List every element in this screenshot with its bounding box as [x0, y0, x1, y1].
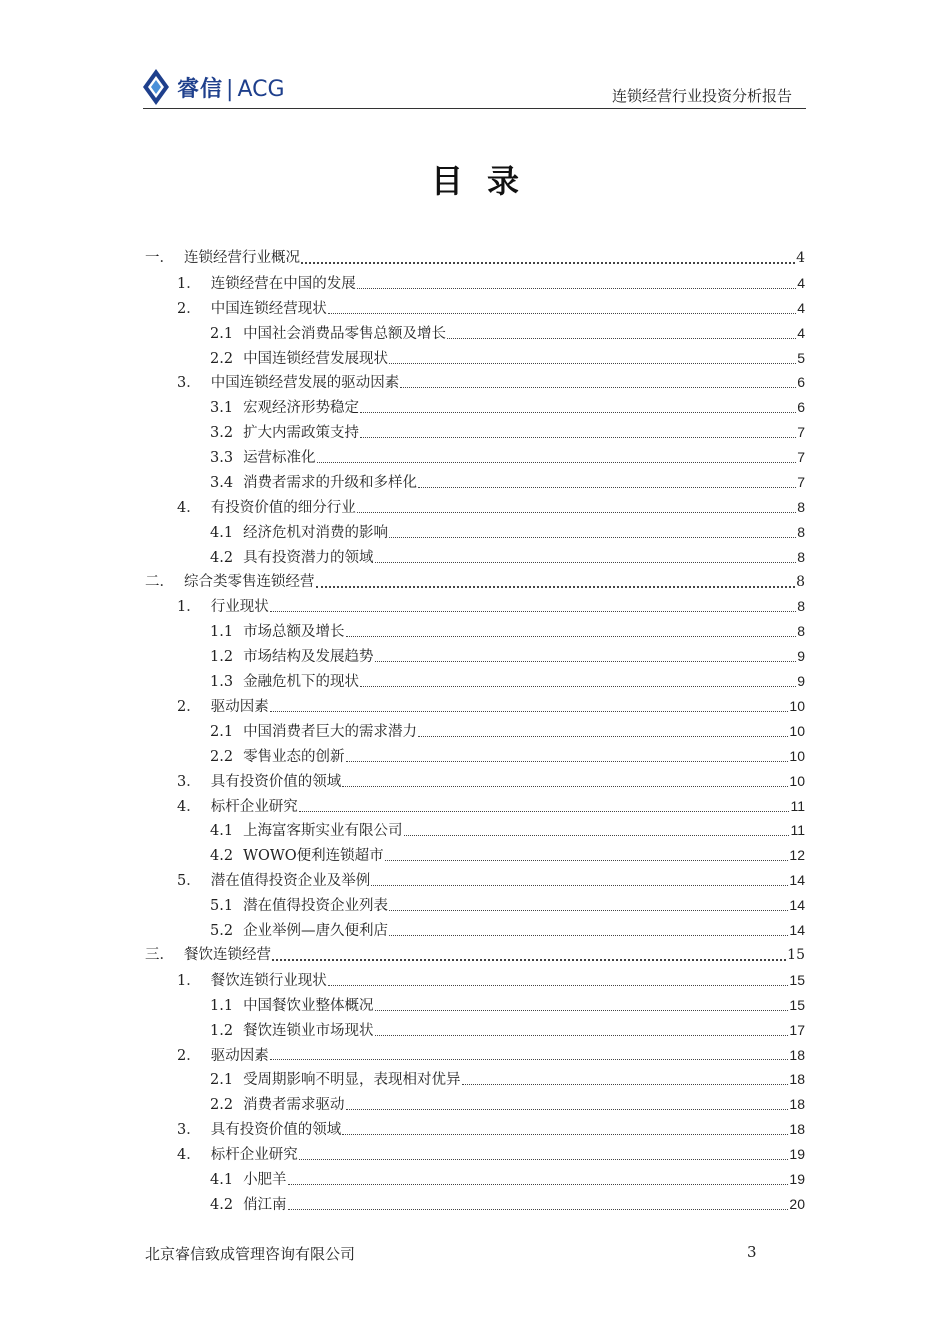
table-of-contents	[145, 246, 805, 1217]
toc-entry-number: 4.1	[210, 524, 234, 541]
toc-entry-number: 2.2	[210, 748, 234, 765]
toc-entry-text: 消费者需求驱动	[243, 1097, 345, 1114]
toc-entry-page: 10	[789, 747, 805, 764]
toc-entry[interactable]	[145, 445, 805, 470]
toc-entry[interactable]	[145, 1018, 805, 1043]
toc-entry-page: 7	[797, 474, 805, 491]
toc-entry-page: 14	[789, 922, 805, 939]
toc-entry[interactable]	[145, 619, 805, 644]
toc-entry-text: 餐饮连锁业市场现状	[243, 1022, 374, 1039]
toc-entry-number: 2．	[177, 1047, 201, 1064]
toc-entry-label	[177, 595, 269, 619]
toc-entry-label	[210, 819, 403, 843]
toc-entry-text: 宏观经济形势稳定	[243, 400, 360, 417]
toc-entry[interactable]	[145, 694, 805, 719]
toc-entry-page: 4	[797, 299, 805, 316]
toc-entry-label	[210, 471, 417, 495]
toc-entry[interactable]	[145, 1142, 805, 1167]
toc-entry-label	[145, 246, 300, 271]
report-title: 连锁经营行业投资分析报告	[611, 87, 792, 105]
toc-entry-text: 具有投资价值的领域	[210, 773, 342, 790]
toc-entry-text: 中国消费者巨大的需求潜力	[243, 723, 418, 740]
toc-entry-text: 驱动因素	[210, 699, 269, 716]
toc-entry-page: 15	[789, 996, 805, 1013]
toc-entry-page: 8	[797, 523, 805, 540]
toc-entry[interactable]	[145, 843, 805, 868]
toc-dot-leader	[418, 487, 796, 488]
toc-dot-leader	[389, 935, 788, 936]
toc-entry-text: 企业举例—唐久便利店	[243, 923, 389, 940]
toc-entry-text: 俏江南	[243, 1196, 287, 1213]
toc-entry[interactable]	[145, 1067, 805, 1092]
toc-entry-text: 连锁经营在中国的发展	[210, 275, 356, 292]
toc-entry-text: 有投资价值的细分行业	[210, 499, 356, 516]
toc-dot-leader	[270, 711, 789, 712]
toc-entry-label	[210, 1093, 345, 1117]
toc-entry-label	[210, 645, 374, 669]
toc-dot-leader	[270, 611, 796, 612]
toc-entry[interactable]	[145, 1092, 805, 1117]
toc-dot-leader	[357, 512, 796, 513]
toc-entry-text: 扩大内需政策支持	[243, 425, 360, 442]
toc-dot-leader	[270, 1059, 789, 1060]
toc-entry-label	[210, 670, 359, 694]
toc-entry-number: 1.1	[210, 624, 234, 641]
toc-entry-page: 17	[789, 1021, 805, 1038]
toc-dot-leader	[389, 910, 788, 911]
toc-entry[interactable]	[145, 794, 805, 819]
toc-dot-leader	[385, 860, 789, 861]
toc-entry-text: 受周期影响不明显，表现相对优异	[243, 1072, 461, 1089]
toc-entry-text: 小肥羊	[243, 1171, 287, 1188]
page-footer	[145, 1243, 805, 1267]
toc-entry[interactable]	[145, 346, 805, 371]
toc-entry-text: WOWO便利连锁超市	[243, 848, 384, 865]
toc-entry-number: 4．	[177, 1147, 201, 1164]
toc-entry-page: 8	[797, 598, 805, 615]
toc-dot-leader	[342, 786, 788, 787]
toc-entry-text: 潜在值得投资企业及举例	[210, 873, 371, 890]
toc-entry-label	[210, 1168, 287, 1192]
toc-dot-leader	[346, 761, 789, 762]
toc-entry[interactable]	[145, 296, 805, 321]
toc-entry-page: 9	[797, 648, 805, 665]
toc-entry-label	[177, 371, 399, 395]
toc-dot-leader	[328, 985, 789, 986]
toc-dot-leader	[316, 586, 796, 588]
toc-entry-number: 3．	[177, 375, 201, 392]
toc-dot-leader	[360, 412, 796, 413]
toc-dot-leader	[371, 885, 788, 886]
toc-entry-number: 2.1	[210, 1072, 234, 1089]
toc-dot-leader	[301, 262, 795, 264]
toc-entry-number: 3．	[177, 1122, 201, 1139]
toc-entry-text: 具有投资价值的领域	[210, 1122, 342, 1139]
toc-entry-text: 中国餐饮业整体概况	[243, 997, 374, 1014]
toc-entry-number: 3.2	[210, 425, 234, 442]
toc-entry-number: 5．	[177, 873, 201, 890]
toc-entry-page: 9	[797, 673, 805, 690]
toc-entry-label	[210, 521, 388, 545]
toc-entry-number: 4．	[177, 499, 201, 516]
toc-dot-leader	[389, 537, 796, 538]
toc-entry-number: 2.1	[210, 325, 234, 342]
toc-entry-label	[145, 943, 271, 968]
toc-entry-page: 15	[787, 946, 805, 963]
toc-entry-page: 8	[796, 573, 805, 590]
toc-dot-leader	[375, 661, 797, 662]
toc-entry-number: 4.1	[210, 823, 234, 840]
toc-entry-label	[210, 421, 359, 445]
toc-entry-label	[177, 496, 356, 520]
toc-entry-text: 驱动因素	[210, 1047, 269, 1064]
toc-entry-text: 金融危机下的现状	[243, 674, 360, 691]
toc-entry-label	[210, 396, 359, 420]
toc-entry-page: 10	[789, 772, 805, 789]
toc-entry-number: 2.2	[210, 350, 234, 367]
toc-entry[interactable]	[145, 1167, 805, 1192]
toc-dot-leader	[299, 811, 790, 812]
toc-entry-page: 4	[797, 274, 805, 291]
toc-dot-leader	[447, 338, 796, 339]
toc-dot-leader	[328, 313, 796, 314]
toc-entry[interactable]	[145, 271, 805, 296]
toc-dot-leader	[462, 1084, 789, 1085]
toc-entry[interactable]	[145, 395, 805, 420]
toc-entry[interactable]	[145, 818, 805, 843]
toc-dot-leader	[342, 1134, 788, 1135]
toc-entry-text: 标杆企业研究	[210, 798, 298, 815]
toc-entry-text: 潜在值得投资企业列表	[243, 898, 389, 915]
toc-entry-text: 连锁经营行业概况	[184, 250, 300, 266]
toc-entry[interactable]	[145, 1117, 805, 1142]
toc-entry-number: 三．	[145, 946, 174, 963]
toc-dot-leader	[288, 1209, 789, 1210]
toc-dot-leader	[288, 1184, 789, 1185]
toc-entry-page: 10	[789, 722, 805, 739]
toc-entry-page: 18	[789, 1096, 805, 1113]
toc-entry-label	[177, 272, 356, 296]
toc-dot-leader	[375, 562, 797, 563]
toc-entry-label	[145, 570, 315, 595]
toc-entry[interactable]	[145, 246, 805, 271]
toc-entry-page: 12	[789, 847, 805, 864]
toc-entry[interactable]	[145, 868, 805, 893]
toc-entry-label	[177, 869, 370, 893]
toc-entry[interactable]	[145, 370, 805, 395]
toc-entry-text: 运营标准化	[243, 450, 316, 467]
toc-entry-number: 4．	[177, 798, 201, 815]
toc-entry[interactable]	[145, 495, 805, 520]
toc-entry-label	[177, 297, 327, 321]
toc-dot-leader	[360, 686, 796, 687]
toc-entry-label	[177, 695, 269, 719]
toc-entry-page: 14	[789, 897, 805, 914]
toc-entry-label	[177, 1044, 269, 1068]
toc-entry-text: 经济危机对消费的影响	[243, 524, 389, 541]
toc-dot-leader	[404, 835, 790, 836]
toc-entry-number: 1.1	[210, 997, 234, 1014]
toc-entry-text: 标杆企业研究	[210, 1147, 298, 1164]
toc-entry-page: 11	[790, 822, 805, 839]
toc-dot-leader	[375, 1035, 789, 1036]
toc-entry-text: 餐饮连锁行业现状	[210, 972, 327, 989]
toc-entry-text: 市场总额及增长	[243, 624, 345, 641]
toc-entry[interactable]	[145, 420, 805, 445]
toc-entry[interactable]	[145, 1192, 805, 1217]
toc-entry-page: 4	[796, 250, 805, 266]
toc-entry-number: 1.2	[210, 649, 234, 666]
toc-entry-label	[210, 894, 388, 918]
toc-entry-number: 2．	[177, 300, 201, 317]
footer-page-number: 3	[747, 1243, 757, 1261]
toc-dot-leader	[400, 387, 796, 388]
toc-entry[interactable]	[145, 769, 805, 794]
toc-entry-page: 15	[789, 971, 805, 988]
toc-entry-number: 2.1	[210, 723, 234, 740]
diamond-logo-icon	[143, 69, 169, 105]
toc-entry-text: 中国连锁经营现状	[210, 300, 327, 317]
toc-entry-label	[210, 1019, 374, 1043]
toc-entry[interactable]	[145, 669, 805, 694]
toc-entry[interactable]	[145, 321, 805, 346]
toc-dot-leader	[389, 363, 796, 364]
toc-entry-text: 餐饮连锁经营	[184, 946, 271, 963]
toc-entry-number: 3.3	[210, 450, 234, 467]
toc-entry-page: 10	[789, 698, 805, 715]
toc-entry-label	[210, 919, 388, 943]
toc-entry-label	[210, 720, 417, 744]
toc-dot-leader	[299, 1159, 789, 1160]
toc-entry-text: 市场结构及发展趋势	[243, 649, 374, 666]
toc-entry-page: 20	[789, 1195, 805, 1212]
toc-entry-page: 18	[789, 1121, 805, 1138]
toc-dot-leader	[357, 288, 796, 289]
toc-entry[interactable]	[145, 968, 805, 993]
toc-entry-label	[177, 770, 341, 794]
logo-wordmark: 睿信 | ACG	[177, 76, 285, 102]
toc-entry[interactable]	[145, 943, 805, 968]
toc-entry-label	[210, 620, 345, 644]
toc-entry-text: 中国连锁经营发展现状	[243, 350, 389, 367]
toc-entry-text: 中国连锁经营发展的驱动因素	[210, 375, 400, 392]
toc-dot-leader	[272, 959, 786, 961]
toc-entry-number: 2.2	[210, 1097, 234, 1114]
toc-entry[interactable]	[145, 719, 805, 744]
toc-entry-number: 1.2	[210, 1022, 234, 1039]
toc-entry-text: 上海富客斯实业有限公司	[243, 823, 403, 840]
toc-entry-number: 1.3	[210, 674, 234, 691]
toc-entry-number: 4.2	[210, 848, 234, 865]
footer-company: 北京睿信致成管理咨询有限公司	[145, 1245, 356, 1263]
toc-entry[interactable]	[145, 644, 805, 669]
toc-entry-label	[210, 745, 345, 769]
toc-entry[interactable]	[145, 893, 805, 918]
toc-entry-label	[210, 844, 384, 868]
toc-entry-number: 1．	[177, 972, 201, 989]
toc-dot-leader	[360, 437, 796, 438]
toc-entry-label	[210, 546, 374, 570]
toc-entry[interactable]	[145, 520, 805, 545]
toc-entry-number: 1．	[177, 599, 201, 616]
toc-entry-page: 8	[797, 623, 805, 640]
toc-entry-text: 消费者需求的升级和多样化	[243, 475, 418, 492]
toc-entry[interactable]	[145, 993, 805, 1018]
toc-entry-number: 5.1	[210, 898, 234, 915]
toc-entry-number: 3．	[177, 773, 201, 790]
toc-entry-page: 19	[789, 1146, 805, 1163]
toc-dot-leader	[346, 1109, 789, 1110]
toc-entry-number: 4.2	[210, 549, 234, 566]
toc-entry[interactable]	[145, 594, 805, 619]
toc-entry-label	[210, 446, 316, 470]
toc-entry-number: 一．	[145, 250, 174, 266]
toc-entry-page: 5	[797, 349, 805, 366]
toc-entry-page: 7	[797, 449, 805, 466]
toc-entry-page: 8	[797, 548, 805, 565]
toc-entry-number: 1．	[177, 275, 201, 292]
toc-entry[interactable]	[145, 545, 805, 570]
toc-entry-page: 8	[797, 498, 805, 515]
toc-entry-text: 综合类零售连锁经营	[184, 573, 315, 590]
toc-entry[interactable]	[145, 1043, 805, 1068]
toc-entry-label	[210, 1193, 287, 1217]
toc-entry-text: 具有投资潜力的领域	[243, 549, 374, 566]
toc-dot-leader	[418, 736, 788, 737]
toc-entry-number: 二．	[145, 573, 174, 590]
toc-entry[interactable]	[145, 470, 805, 495]
toc-dot-leader	[346, 636, 797, 637]
toc-entry-label	[210, 347, 388, 371]
toc-entry-page: 7	[797, 424, 805, 441]
toc-dot-leader	[375, 1010, 789, 1011]
toc-entry-label	[177, 1143, 298, 1167]
toc-entry-page: 4	[797, 324, 805, 341]
toc-entry-number: 5.2	[210, 923, 234, 940]
toc-dot-leader	[317, 462, 797, 463]
toc-entry[interactable]	[145, 570, 805, 595]
toc-entry-number: 4.2	[210, 1196, 234, 1213]
toc-entry[interactable]	[145, 918, 805, 943]
toc-entry-page: 19	[789, 1170, 805, 1187]
toc-entry[interactable]	[145, 744, 805, 769]
toc-entry-page: 6	[797, 374, 805, 391]
toc-entry-label	[177, 1118, 341, 1142]
toc-entry-page: 14	[789, 872, 805, 889]
toc-entry-number: 3.4	[210, 475, 234, 492]
toc-entry-page: 18	[789, 1046, 805, 1063]
toc-entry-label	[210, 322, 446, 346]
toc-entry-label	[210, 994, 374, 1018]
toc-entry-label	[177, 969, 327, 993]
toc-entry-number: 4.1	[210, 1171, 234, 1188]
company-logo	[143, 67, 285, 107]
page-header	[143, 62, 806, 109]
toc-entry-page: 18	[789, 1071, 805, 1088]
toc-heading: 目录	[430, 162, 543, 200]
toc-entry-text: 行业现状	[210, 599, 269, 616]
toc-entry-label	[210, 1068, 461, 1092]
toc-entry-page: 6	[797, 399, 805, 416]
toc-entry-page: 11	[790, 797, 805, 814]
toc-entry-text: 零售业态的创新	[243, 748, 345, 765]
toc-entry-number: 3.1	[210, 400, 234, 417]
toc-entry-text: 中国社会消费品零售总额及增长	[243, 325, 447, 342]
toc-entry-label	[177, 795, 298, 819]
toc-entry-number: 2．	[177, 699, 201, 716]
